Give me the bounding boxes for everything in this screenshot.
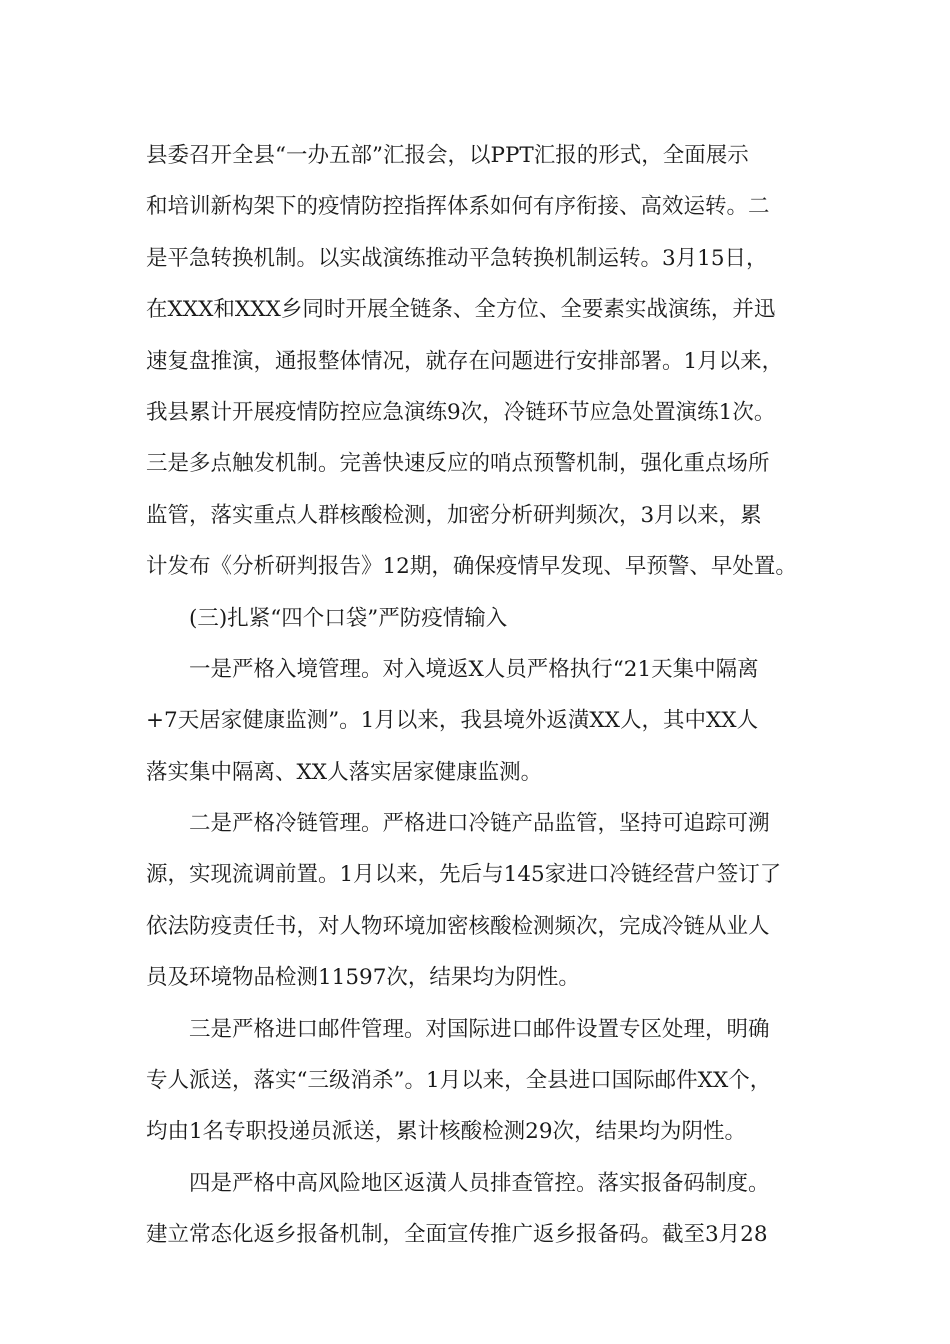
text-line: 一是严格入境管理。对入境返X人员严格执行“21天集中隔离	[146, 656, 759, 682]
text-line: 落实集中隔离、XX人落实居家健康监测。	[146, 759, 543, 785]
text-line: 监管，落实重点人群核酸检测，加密分析研判频次，3月以来，累	[146, 502, 762, 528]
text-line: 我县累计开展疫情防控应急演练9次，冷链环节应急处置演练1次。	[146, 399, 776, 425]
text-line: 计发布《分析研判报告》12期，确保疫情早发现、早预警、早处置。	[146, 554, 797, 580]
text-line: 县委召开全县“一办五部”汇报会，以PPT汇报的形式，全面展示	[146, 143, 749, 168]
text-line: 均由1名专职投递员派送，累计核酸检测29次，结果均为阴性。	[146, 1119, 747, 1145]
text-line: 专人派送，落实“三级消杀”。1月以来，全县进口国际邮件XX个，	[146, 1068, 772, 1094]
text-line: 依法防疫责任书，对人物环境加密核酸检测频次，完成冷链从业人	[146, 913, 770, 939]
text-line: 建立常态化返乡报备机制，全面宣传推广返乡报备码。截至3月28	[146, 1222, 768, 1248]
text-line: +7天居家健康监测”。1月以来，我县境外返潢XX人，其中XX人	[146, 708, 759, 734]
text-line: 四是严格中高风险地区返潢人员排查管控。落实报备码制度。	[146, 1170, 770, 1196]
text-line: 三是严格进口邮件管理。对国际进口邮件设置专区处理，明确	[146, 1016, 770, 1042]
body-text	[146, 130, 816, 1261]
text-line: 员及环境物品检测11597次，结果均为阴性。	[146, 965, 580, 991]
text-line: 三是多点触发机制。完善快速反应的哨点预警机制，强化重点场所	[146, 451, 770, 477]
text-line: 是平急转换机制。以实战演练推动平急转换机制运转。3月15日，	[146, 245, 768, 271]
text-line: 和培训新构架下的疫情防控指挥体系如何有序衔接、高效运转。二	[146, 194, 770, 220]
section-heading: (三)扎紧“四个口袋”严防疫情输入	[146, 605, 508, 631]
text-line: 源，实现流调前置。1月以来，先后与145家进口冷链经营户签订了	[146, 862, 782, 888]
text-line: 在XXX和XXX乡同时开展全链条、全方位、全要素实战演练，并迅	[146, 297, 776, 323]
text-line: 速复盘推演，通报整体情况，就存在问题进行安排部署。1月以来，	[146, 348, 784, 374]
text-line: 二是严格冷链管理。严格进口冷链产品监管，坚持可追踪可溯	[146, 811, 770, 837]
